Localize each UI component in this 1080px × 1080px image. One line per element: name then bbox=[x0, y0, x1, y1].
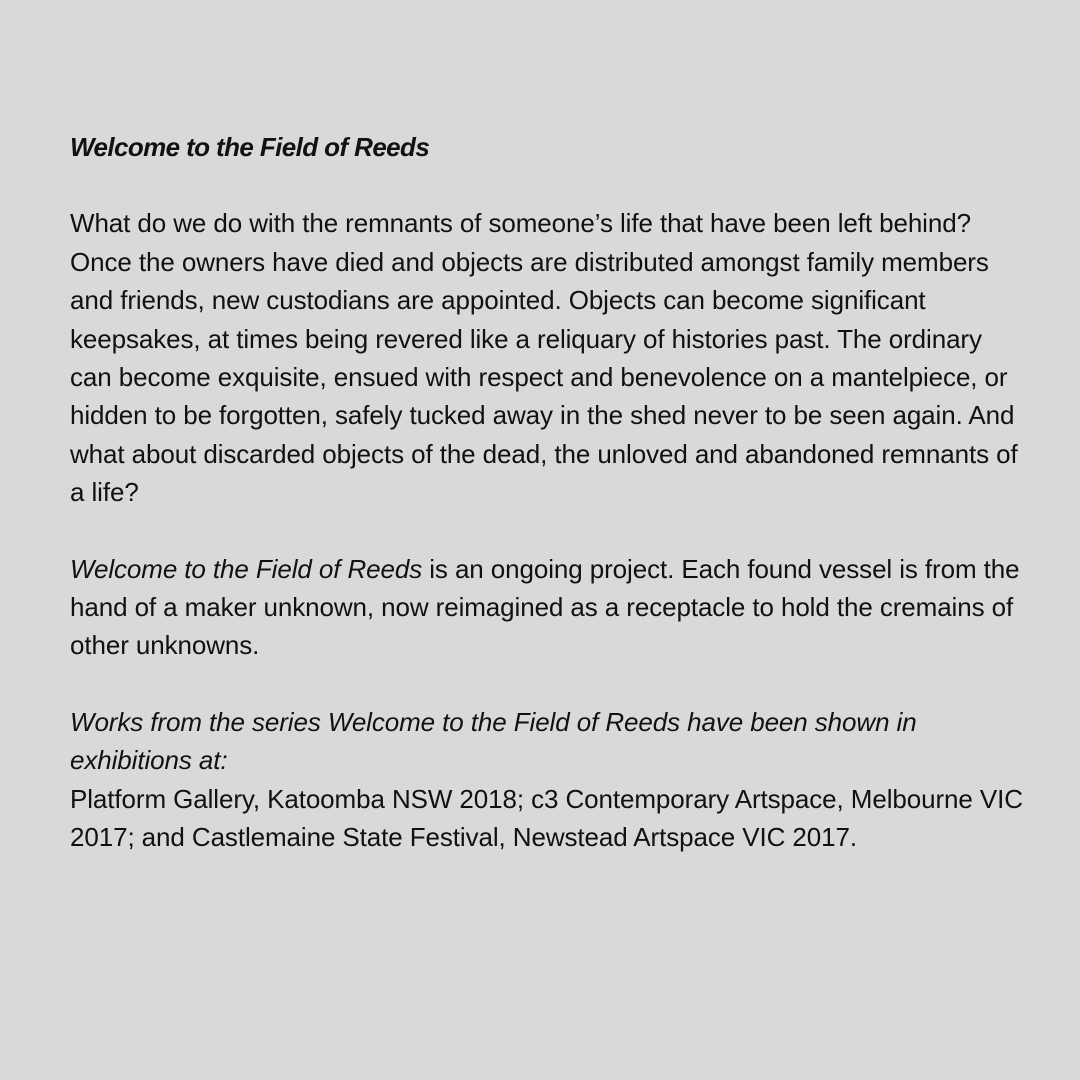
project-description: is an ongoing project. Each found vessel is from the hand of a maker unknown, now reimagined as a receptacle to hold the cremains of other unknowns. bbox=[70, 553, 1020, 661]
exhibitions-list: Platform Gallery, Katoomba NSW 2018; c3 Contemporary Artspace, Melbourne VIC 2017; and Castlemaine State Festival, Newstead Artspace VIC 2017. bbox=[70, 783, 1023, 853]
project-title-italic: Welcome to the Field of Reeds bbox=[70, 553, 423, 584]
page-title: Welcome to the Field of Reeds bbox=[70, 132, 430, 162]
exhibitions-heading: Works from the series Welcome to the Field of Reeds have been shown in exhibitions at: bbox=[70, 706, 917, 776]
intro-paragraph: What do we do with the remnants of someone’s life that have been left behind? Once the owners have died and objects are distributed amongst family members and friends, new custodians are appointed. Objects can become significant keepsakes, at times being revered like a reliquary of histories past. The ordinary can become exquisite, ensued with respect and benevolence on a mantelpiece, or hidden to be forgotten, safely tucked away in the shed never to be seen again. And what about discarded objects of the dead, the unloved and abandoned remnants of a life? bbox=[70, 208, 1018, 508]
text-panel bbox=[70, 128, 1030, 857]
project-paragraph bbox=[70, 550, 1030, 665]
